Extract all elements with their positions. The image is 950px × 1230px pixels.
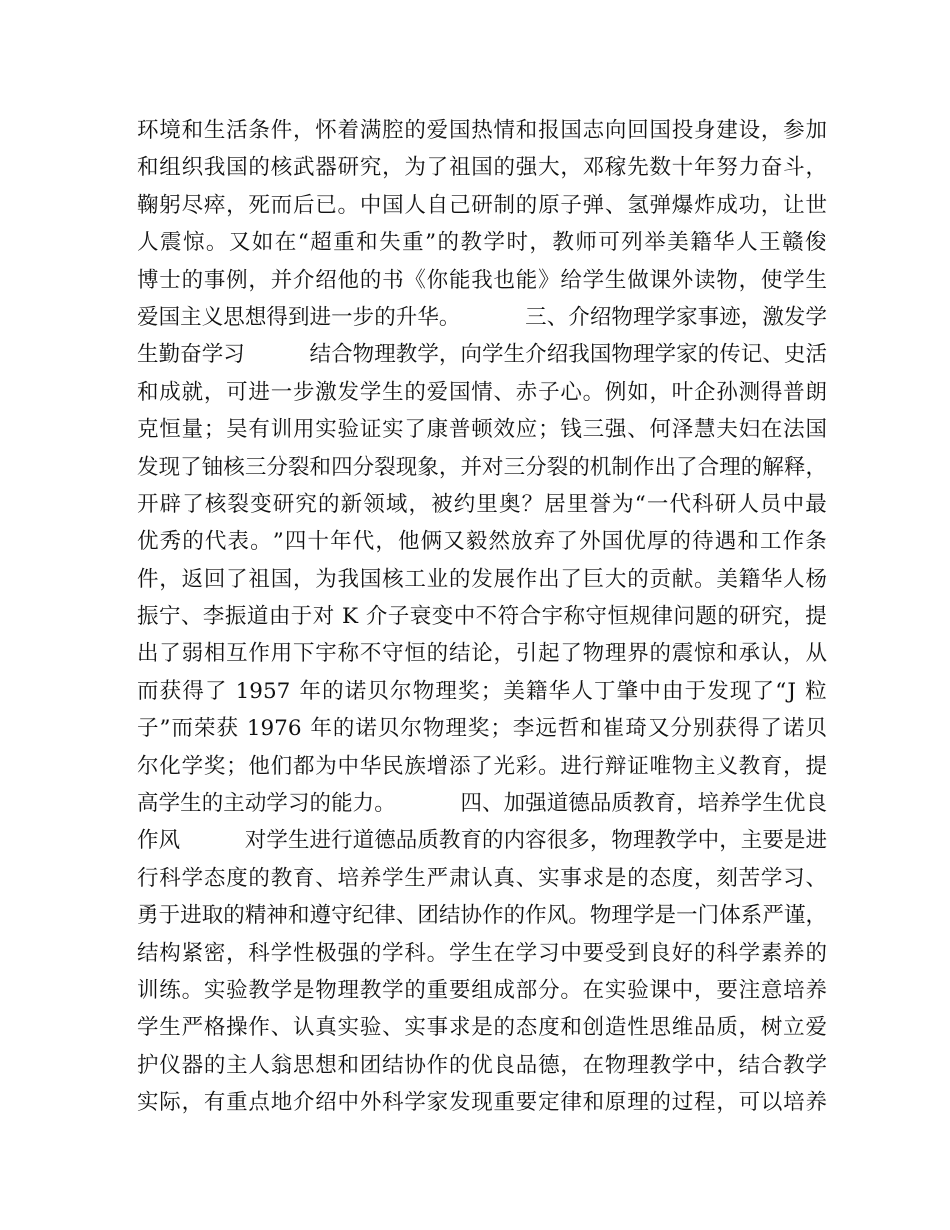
body-text xyxy=(137,112,827,1122)
text-line: 振 宁 、 李 振 道 由 于 对 K 介 子 衰 变 中 不 符 合 宇 称 守 恒 规 律 问 题 的 研 究 ， 提 xyxy=(137,604,827,630)
text-line: 高 学 生 的 主 动 学 习 的 能 力 。 四 、 加 强 道 德 品 质 教 育 ， 培 养 学 生 优 良 xyxy=(137,791,827,817)
text-line: 学 生 严 格 操 作 、 认 真 实 验 、 实 事 求 是 的 态 度 和 创 造 性 思 维 品 质 ， 树 立 爱 xyxy=(137,1015,827,1041)
text-line: 博 士 的 事 例 ， 并 介 绍 他 的 书 《 你 能 我 也 能 》 给 学 生 做 课 外 读 物 ， 使 学 生 xyxy=(137,267,827,293)
text-line: 尔 化 学 奖 ； 他 们 都 为 中 华 民 族 增 添 了 光 彩 。 进 行 辩 证 唯 物 主 义 教 育 ， 提 xyxy=(137,753,827,779)
text-line: 爱 国 主 义 思 想 得 到 进 一 步 的 升 华 。 三 、 介 绍 物 理 学 家 事 迹 ， 激 发 学 xyxy=(137,304,827,330)
text-line: 生 勤 奋 学 习 结 合 物 理 教 学 ， 向 学 生 介 绍 我 国 物 理 学 家 的 传 记 、 史 活 xyxy=(137,342,827,368)
text-line: 出 了 弱 相 互 作 用 下 宇 称 不 守 恒 的 结 论 ， 引 起 了 物 理 界 的 震 惊 和 承 认 ， 从 xyxy=(137,641,827,667)
text-line: 子 ” 而 荣 获 1976 年 的 诺 贝 尔 物 理 奖 ； 李 远 哲 和 崔 琦 又 分 别 获 得 了 诺 贝 xyxy=(137,716,827,742)
text-line: 和 成 就 ， 可 进 一 步 激 发 学 生 的 爱 国 情 、 赤 子 心 。 例 如 ， 叶 企 孙 测 得 普 朗 xyxy=(137,379,827,405)
text-line: 实 际 ， 有 重 点 地 介 绍 中 外 科 学 家 发 现 重 要 定 律 和 原 理 的 过 程 ， 可 以 培 养 xyxy=(137,1090,827,1116)
text-line: 而 获 得 了 1957 年 的 诺 贝 尔 物 理 奖 ； 美 籍 华 人 丁 肇 中 由 于 发 现 了 “ J 粒 xyxy=(137,678,827,704)
text-line: 克 恒 量 ； 吴 有 训 用 实 验 证 实 了 康 普 顿 效 应 ； 钱 三 强 、 何 泽 慧 夫 妇 在 法 国 xyxy=(137,417,827,443)
text-line: 开 辟 了 核 裂 变 研 究 的 新 领 域 ， 被 约 里 奥 ？ 居 里 誉 为 “ 一 代 科 研 人 员 中 最 xyxy=(137,491,827,517)
text-line: 件 ， 返 回 了 祖 国 ， 为 我 国 核 工 业 的 发 展 作 出 了 巨 大 的 贡 献 。 美 籍 华 人 杨 xyxy=(137,566,827,592)
text-line: 和 组 织 我 国 的 核 武 器 研 究 ， 为 了 祖 国 的 强 大 ， 邓 稼 先 数 十 年 努 力 奋 斗 ， xyxy=(137,155,827,181)
text-line: 鞠 躬 尽 瘁 ， 死 而 后 已 。 中 国 人 自 己 研 制 的 原 子 弹 、 氢 弹 爆 炸 成 功 ， 让 世 xyxy=(137,192,827,218)
text-line: 作 风 对 学 生 进 行 道 德 品 质 教 育 的 内 容 很 多 ， 物 理 教 学 中 ， 主 要 是 进 xyxy=(137,828,827,854)
text-line: 优 秀 的 代 表 。 ” 四 十 年 代 ， 他 俩 又 毅 然 放 弃 了 外 国 优 厚 的 待 遇 和 工 作 条 xyxy=(137,529,827,555)
text-line: 结 构 紧 密 ， 科 学 性 极 强 的 学 科 。 学 生 在 学 习 中 要 受 到 良 好 的 科 学 素 养 的 xyxy=(137,940,827,966)
text-line: 行 科 学 态 度 的 教 育 、 培 养 学 生 严 肃 认 真 、 实 事 求 是 的 态 度 ， 刻 苦 学 习 、 xyxy=(137,865,827,891)
text-line: 训 练 。 实 验 教 学 是 物 理 教 学 的 重 要 组 成 部 分 。 在 实 验 课 中 ， 要 注 意 培 养 xyxy=(137,977,827,1003)
text-line: 环 境 和 生 活 条 件 ， 怀 着 满 腔 的 爱 国 热 情 和 报 国 志 向 回 国 投 身 建 设 ， 参 加 xyxy=(137,118,827,143)
text-line: 勇 于 进 取 的 精 神 和 遵 守 纪 律 、 团 结 协 作 的 作 风 。 物 理 学 是 一 门 体 系 严 谨 ， xyxy=(137,903,827,929)
text-line: 发 现 了 铀 核 三 分 裂 和 四 分 裂 现 象 ， 并 对 三 分 裂 的 机 制 作 出 了 合 理 的 解 释 ， xyxy=(137,454,827,480)
text-line: 人 震 惊 。 又 如 在 “ 超 重 和 失 重 ” 的 教 学 时 ， 教 师 可 列 举 美 籍 华 人 王 赣 俊 xyxy=(137,230,827,256)
text-line: 护 仪 器 的 主 人 翁 思 想 和 团 结 协 作 的 优 良 品 德 ， 在 物 理 教 学 中 ， 结 合 教 学 xyxy=(137,1052,827,1078)
